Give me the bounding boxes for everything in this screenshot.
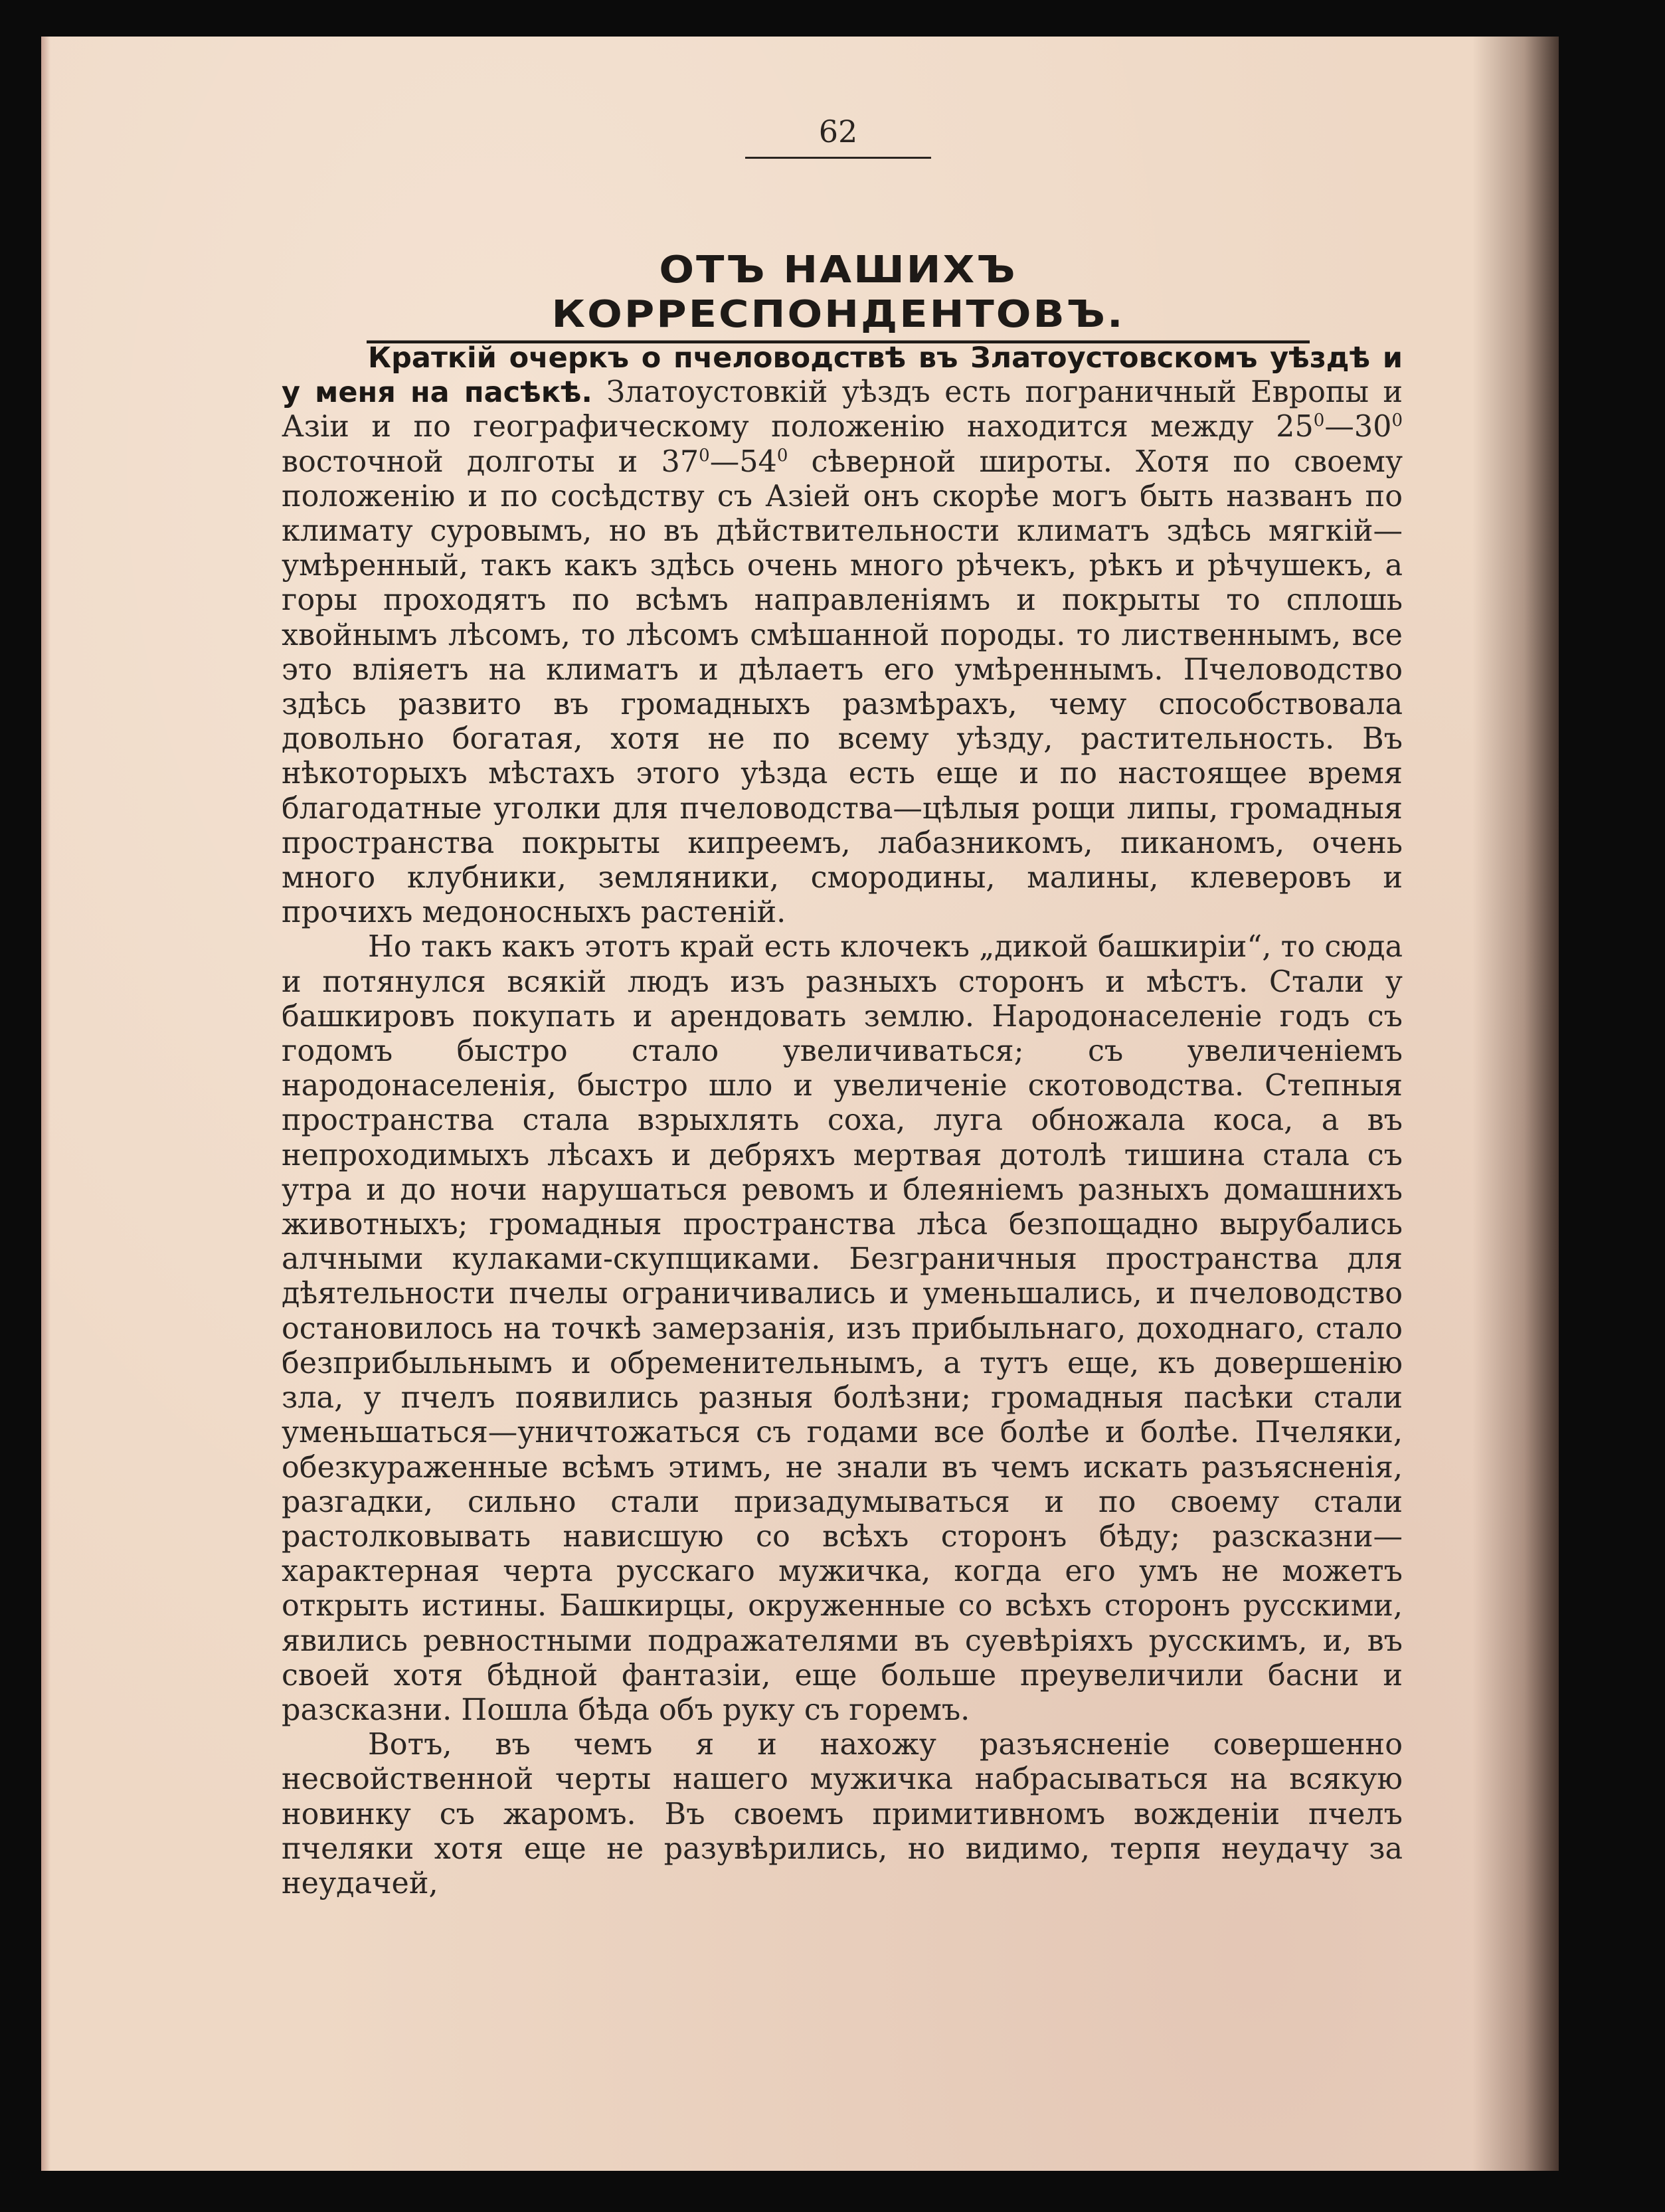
paragraph-1-text-d: —54	[709, 444, 777, 479]
paragraph-2: Но такъ какъ этотъ край есть клочекъ „дикой башкиріи“, то сюда и потянулся всякій людъ изъ разныхъ сторонъ и мѣстъ. Стали у башкировъ покупать и арендовать землю. Народонаселеніе годъ съ годомъ быстро стало увеличиваться; съ увеличеніемъ народонаселенія, быстро шло и увеличеніе скотоводства. Степныя пространства стала взрыхлять соха, луга обножала коса, а въ непроходимыхъ лѣсахъ и дебряхъ мертвая дотолѣ тишина стала съ утра и до ночи нарушаться ревомъ и блеяніемъ разныхъ домашнихъ животныхъ; громадныя пространства лѣса безпощадно вырубались алчными кулаками-скупщиками. Безграничныя пространства для дѣятельности пчелы ограничивались и уменьшались, и пчеловодство остановилось на точкѣ замерзанія, изъ прибыльнаго, доходнаго, стало безприбыльнымъ и обременительнымъ, а тутъ еще, къ довершенію зла, у пчелъ появились разныя болѣзни; громадныя пасѣки стали уменьшаться—уничтожаться съ годами все болѣе и болѣе. Пчеляки, обезкураженные всѣмъ этимъ, не знали въ чемъ искать разъясненія, разгадки, сильно стали призадумываться и по своему стали растолковывать нависшую со всѣхъ сторонъ бѣду; разсказни—характерная черта русскаго мужичка, когда его умъ не можетъ открыть истины. Башкирцы, окруженные со всѣхъ сторонъ русскими, явились ревностными подражателями въ суевѣріяхъ русскимъ, и, въ своей хотя бѣдной фантазіи, еще больше преувеличили басни и разсказни. Пошла бѣда объ руку съ горемъ.	[282, 930, 1403, 1727]
article-body	[282, 341, 1403, 1901]
degree-sign: 0	[776, 445, 788, 466]
paragraph-1-text-e: сѣверной широты. Хотя по своему положенію и по сосѣдству съ Азіей онъ скорѣе могъ быть названъ по климату суровымъ, но въ дѣйствительности климатъ здѣсь мягкій—умѣренный, такъ какъ здѣсь очень много рѣчекъ, рѣкъ и рѣчушекъ, а горы проходятъ по всѣмъ направленіямъ и покрыты то сплошь хвойнымъ лѣсомъ, то лѣсомъ смѣшанной породы. то лиственнымъ, все это вліяетъ на климатъ и дѣлаетъ его умѣреннымъ. Пчеловодство здѣсь развито въ громадныхъ размѣрахъ, чему способствовала довольно богатая, хотя не по всему уѣзду, растительность. Въ нѣкоторыхъ мѣстахъ этого уѣзда есть еще и по настоящее время благодатные уголки для пчеловодства—цѣлыя рощи липы, громадныя пространства покрыты кипреемъ, лабазникомъ, пиканомъ, очень много клубники, земляники, смородины, малины, клеверовъ и прочихъ медоносныхъ растеній.	[282, 444, 1403, 930]
paragraph-1-text-b: —30	[1324, 410, 1392, 444]
page-number: 62	[745, 115, 931, 159]
book-page	[41, 37, 1559, 2171]
page-edge	[41, 37, 50, 2171]
binding-shadow	[1472, 37, 1559, 2171]
article-title: Краткій очеркъ о пчеловодствѣ въ Златоустовскомъ уѣздѣ и у меня на пасѣкѣ.	[282, 341, 1403, 410]
paragraph-1	[282, 341, 1403, 930]
degree-sign: 0	[699, 445, 710, 466]
degree-sign: 0	[1391, 411, 1403, 431]
degree-sign: 0	[1313, 411, 1325, 431]
paragraph-1-text-a: Златоустовкій уѣздъ есть пограничный Европы и Азіи и по географическому положенію находится между 25	[282, 375, 1403, 444]
paragraph-1-text-c: восточной долготы и 37	[282, 444, 699, 479]
section-title: ОТЪ НАШИХЪ КОРРЕСПОНДЕНТОВЪ.	[367, 248, 1310, 343]
paragraph-3: Вотъ, въ чемъ я и нахожу разъясненіе совершенно несвойственной черты нашего мужичка набрасываться на всякую новинку съ жаромъ. Въ своемъ примитивномъ вожденіи пчелъ пчеляки хотя еще не разувѣрились, но видимо, терпя неудачу за неудачей,	[282, 1728, 1403, 1900]
